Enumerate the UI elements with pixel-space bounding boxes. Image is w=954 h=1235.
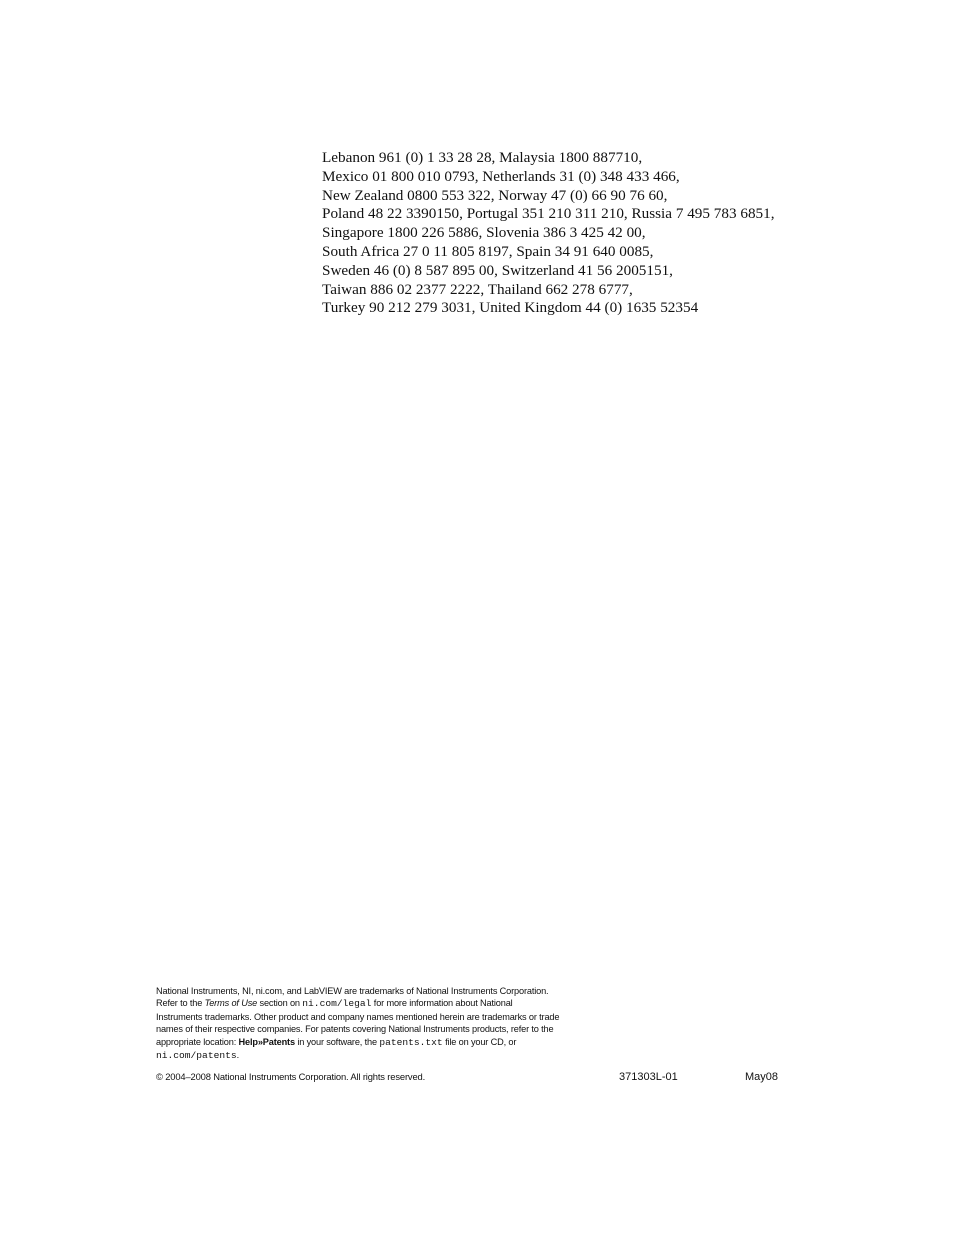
legal-line	[156, 1036, 596, 1049]
legal-line	[156, 1023, 596, 1035]
terms-of-use-text: Terms of Use	[204, 998, 258, 1009]
legal-text: names of their respective companies. For patents covering National Instruments products, refer to the	[156, 1024, 554, 1035]
help-patents-menu-path: Help»Patents	[238, 1036, 295, 1047]
contact-line: Sweden 46 (0) 8 587 895 00, Switzerland 41 56 2005151,	[322, 261, 673, 279]
contact-line: Taiwan 886 02 2377 2222, Thailand 662 278 6777,	[322, 280, 633, 298]
contact-line: Singapore 1800 226 5886, Slovenia 386 3 425 42 00,	[322, 224, 646, 242]
publication-date: May08	[744, 1071, 778, 1083]
legal-text: appropriate location:	[156, 1036, 239, 1047]
part-number: 371303L-01	[619, 1071, 678, 1083]
contact-line: New Zealand 0800 553 322, Norway 47 (0) 66 90 76 60,	[322, 186, 668, 204]
legal-text: file on your CD, or	[442, 1036, 517, 1047]
contact-line: Lebanon 961 (0) 1 33 28 28, Malaysia 1800 887710,	[322, 149, 643, 166]
legal-text: for more information about National	[371, 998, 513, 1009]
document-footer	[156, 1070, 778, 1084]
patents-file-name: patents.txt	[379, 1036, 443, 1048]
legal-text: Instruments trademarks. Other product and company names mentioned herein are trademarks or trade	[156, 1011, 560, 1022]
contact-line: South Africa 27 0 11 805 8197, Spain 34 91 640 0085,	[322, 242, 654, 260]
contact-line: Turkey 90 212 279 3031, United Kingdom 44 (0) 1635 52354	[322, 299, 699, 317]
legal-line	[156, 1011, 596, 1023]
patents-url[interactable]: ni.com/patents	[156, 1050, 237, 1062]
legal-line	[156, 985, 596, 997]
legal-text: National Instruments, NI, ni.com, and LabVIEW are trademarks of National Instruments Corporation.	[156, 986, 549, 996]
contact-line: Poland 48 22 3390150, Portugal 351 210 311 210, Russia 7 495 783 6851,	[322, 205, 775, 223]
legal-line	[156, 997, 596, 1010]
contact-line: Mexico 01 800 010 0793, Netherlands 31 (0) 348 433 466,	[322, 167, 680, 185]
trademark-notice	[156, 985, 596, 1062]
copyright-text: © 2004–2008 National Instruments Corporation. All rights reserved.	[156, 1071, 426, 1082]
legal-url[interactable]: ni.com/legal	[302, 998, 372, 1010]
legal-text: section on	[257, 998, 303, 1009]
legal-text: .	[236, 1050, 240, 1061]
international-contacts	[322, 149, 775, 318]
legal-text: in your software, the	[294, 1036, 380, 1047]
legal-line	[156, 1049, 596, 1062]
legal-text: Refer to the	[156, 998, 205, 1009]
